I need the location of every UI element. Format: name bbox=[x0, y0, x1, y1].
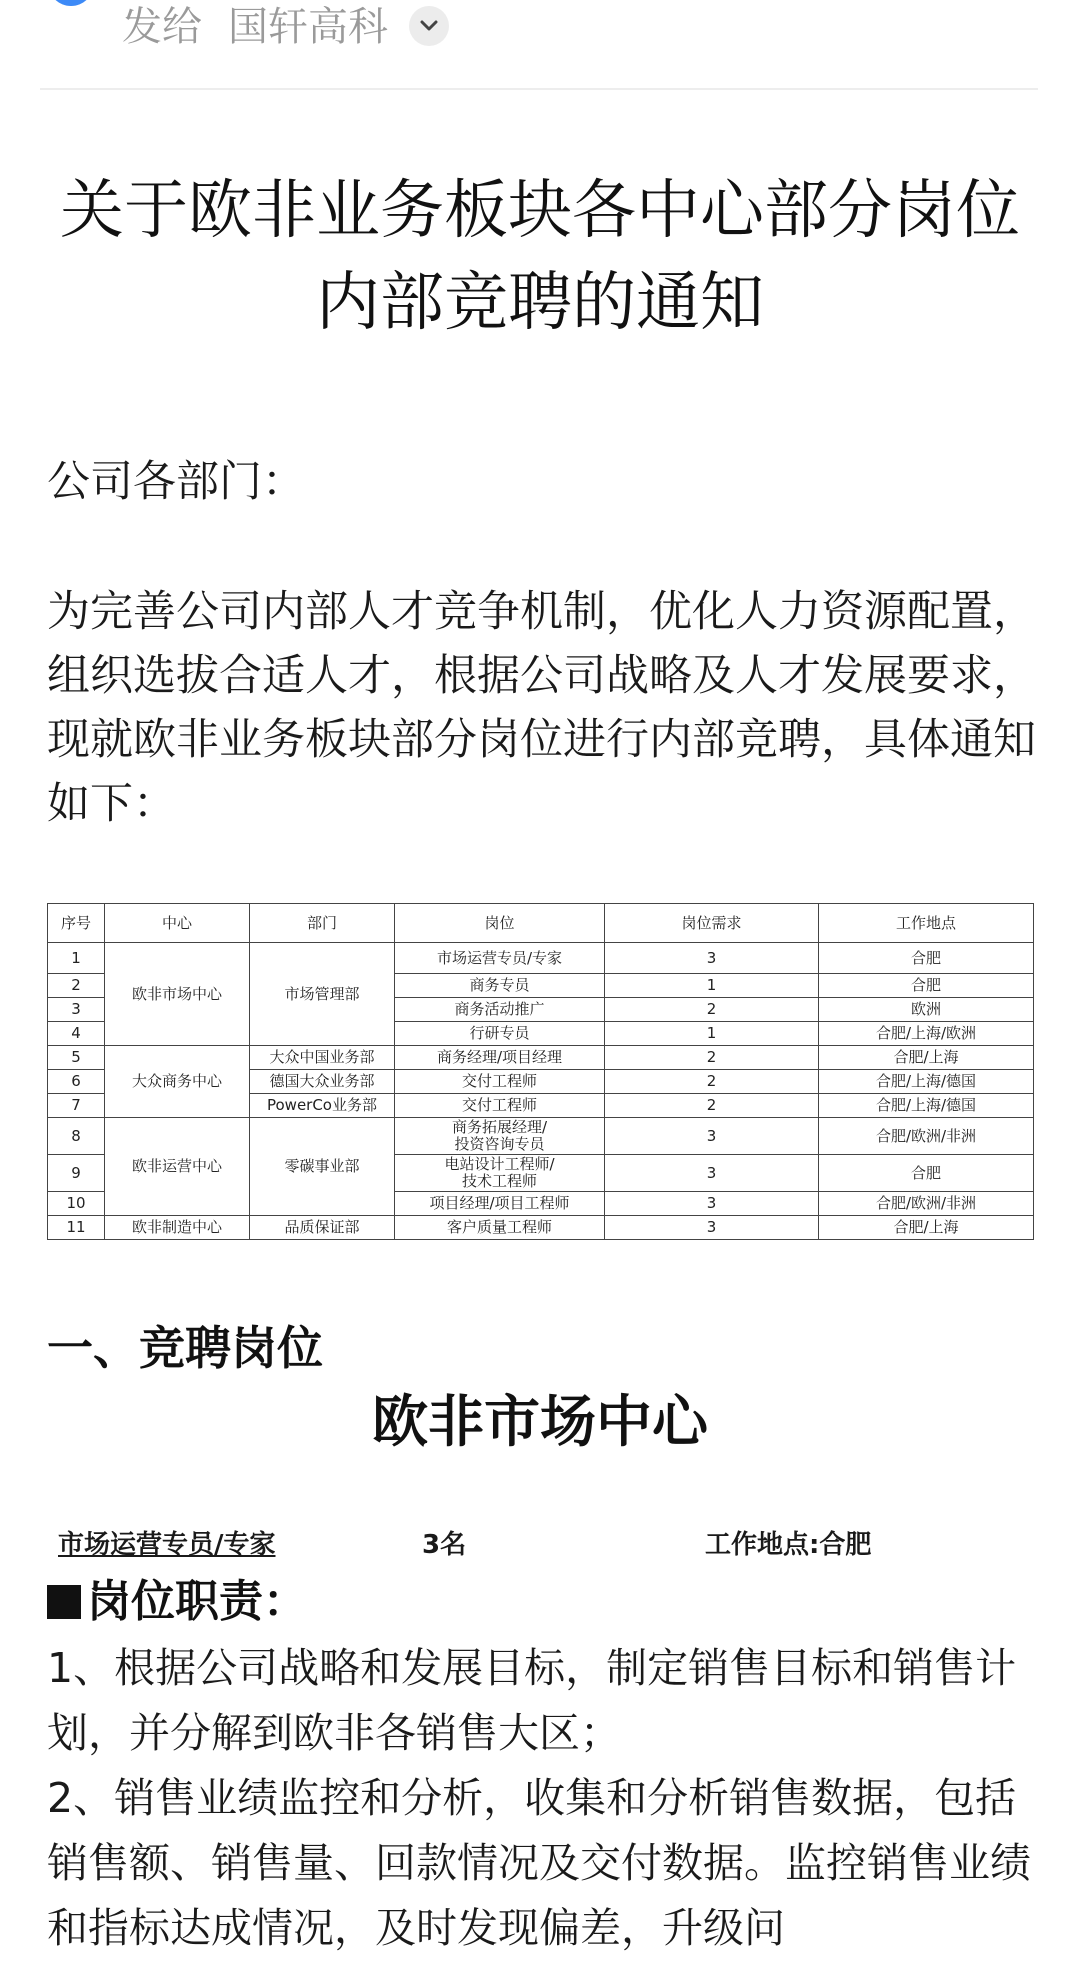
duty-heading-text: 岗位职责： bbox=[87, 1576, 307, 1627]
location-cell: 合肥 bbox=[819, 1155, 1034, 1192]
black-square-icon bbox=[47, 1585, 81, 1619]
job-title: 市场运营专员/专家 bbox=[58, 1530, 276, 1560]
center-heading: 欧非市场中心 bbox=[372, 1390, 708, 1455]
location-cell: 欧洲 bbox=[819, 998, 1034, 1022]
location-cell: 合肥/上海/德国 bbox=[819, 1094, 1034, 1118]
position-cell: 行研专员 bbox=[395, 1022, 605, 1046]
position-cell: 交付工程师 bbox=[395, 1070, 605, 1094]
demand-cell: 1 bbox=[605, 974, 819, 998]
row-no: 8 bbox=[48, 1118, 105, 1155]
center-cell: 欧非运营中心 bbox=[105, 1118, 250, 1216]
section-heading: 一、竞聘岗位 bbox=[47, 1321, 323, 1375]
header-divider bbox=[40, 88, 1038, 90]
position-cell: 交付工程师 bbox=[395, 1094, 605, 1118]
location-cell: 合肥/欧洲/非洲 bbox=[819, 1118, 1034, 1155]
position-cell: 项目经理/项目工程师 bbox=[395, 1192, 605, 1216]
center-cell: 大众商务中心 bbox=[105, 1046, 250, 1118]
duty-list bbox=[47, 1636, 1047, 1961]
department-cell: 市场管理部 bbox=[250, 943, 395, 1046]
table-row bbox=[48, 943, 1034, 974]
header-no: 序号 bbox=[48, 904, 105, 943]
sender-avatar[interactable] bbox=[48, 0, 94, 6]
expand-recipients-button[interactable] bbox=[409, 6, 449, 46]
title-line-2: 内部竞聘的通知 bbox=[316, 266, 764, 340]
location-cell: 合肥 bbox=[819, 943, 1034, 974]
positions-table bbox=[47, 903, 1034, 1240]
demand-cell: 2 bbox=[605, 1070, 819, 1094]
mail-header bbox=[0, 0, 1080, 90]
demand-cell: 3 bbox=[605, 1118, 819, 1155]
location-cell: 合肥/上海 bbox=[819, 1216, 1034, 1240]
positions-table-container bbox=[47, 903, 1033, 1240]
position-cell bbox=[395, 1155, 605, 1192]
header-demand: 岗位需求 bbox=[605, 904, 819, 943]
row-no: 5 bbox=[48, 1046, 105, 1070]
row-no: 3 bbox=[48, 998, 105, 1022]
intro-paragraph: 为完善公司内部人才竞争机制，优化人力资源配置，组织选拔合适人才，根据公司战略及人才发展要求，现就欧非业务板块部分岗位进行内部竞聘，具体通知如下： bbox=[47, 587, 1036, 829]
demand-cell: 2 bbox=[605, 1094, 819, 1118]
department-cell: 大众中国业务部 bbox=[250, 1046, 395, 1070]
table-row bbox=[48, 1046, 1034, 1070]
location-cell: 合肥/上海/德国 bbox=[819, 1070, 1034, 1094]
position-cell: 客户质量工程师 bbox=[395, 1216, 605, 1240]
document-title bbox=[40, 165, 1040, 349]
row-no: 4 bbox=[48, 1022, 105, 1046]
department-cell: 德国大众业务部 bbox=[250, 1070, 395, 1094]
table-row bbox=[48, 1216, 1034, 1240]
demand-cell: 3 bbox=[605, 1216, 819, 1240]
duty-item: 2、销售业绩监控和分析，收集和分析销售数据，包括销售额、销售量、回款情况及交付数据。监控销售业绩和指标达成情况，及时发现偏差，升级问 bbox=[47, 1774, 1031, 1952]
row-no: 2 bbox=[48, 974, 105, 998]
center-cell: 欧非市场中心 bbox=[105, 943, 250, 1046]
job-count: 3名 bbox=[422, 1530, 467, 1560]
demand-cell: 3 bbox=[605, 943, 819, 974]
department-cell: PowerCo业务部 bbox=[250, 1094, 395, 1118]
department-cell: 零碳事业部 bbox=[250, 1118, 395, 1216]
row-no: 6 bbox=[48, 1070, 105, 1094]
duty-item: 1、根据公司战略和发展目标，制定销售目标和销售计划，并分解到欧非各销售大区； bbox=[47, 1644, 1017, 1757]
header-position: 岗位 bbox=[395, 904, 605, 943]
department-cell: 品质保证部 bbox=[250, 1216, 395, 1240]
position-cell: 商务经理/项目经理 bbox=[395, 1046, 605, 1070]
recipient-name[interactable]: 国轩高科 bbox=[228, 4, 388, 50]
location-cell: 合肥/上海 bbox=[819, 1046, 1034, 1070]
row-no: 11 bbox=[48, 1216, 105, 1240]
header-location: 工作地点 bbox=[819, 904, 1034, 943]
table-row bbox=[48, 1118, 1034, 1155]
job-location: 工作地点:合肥 bbox=[705, 1530, 872, 1560]
row-no: 1 bbox=[48, 943, 105, 974]
row-no: 9 bbox=[48, 1155, 105, 1192]
demand-cell: 2 bbox=[605, 1046, 819, 1070]
position-line: 投资咨询专员 bbox=[454, 1135, 545, 1153]
demand-cell: 2 bbox=[605, 998, 819, 1022]
position-cell: 商务专员 bbox=[395, 974, 605, 998]
demand-cell: 3 bbox=[605, 1192, 819, 1216]
chevron-down-icon bbox=[420, 20, 438, 32]
position-cell bbox=[395, 1118, 605, 1155]
position-cell: 商务活动推广 bbox=[395, 998, 605, 1022]
table-header-row bbox=[48, 904, 1034, 943]
location-cell: 合肥 bbox=[819, 974, 1034, 998]
duty-heading bbox=[47, 1572, 307, 1632]
header-center: 中心 bbox=[105, 904, 250, 943]
row-no: 7 bbox=[48, 1094, 105, 1118]
demand-cell: 3 bbox=[605, 1155, 819, 1192]
position-line: 商务拓展经理/ bbox=[451, 1118, 548, 1136]
location-cell: 合肥/欧洲/非洲 bbox=[819, 1192, 1034, 1216]
demand-cell: 1 bbox=[605, 1022, 819, 1046]
position-line: 技术工程师 bbox=[461, 1172, 537, 1190]
header-department: 部门 bbox=[250, 904, 395, 943]
center-cell: 欧非制造中心 bbox=[105, 1216, 250, 1240]
title-line-1: 关于欧非业务板块各中心部分岗位 bbox=[60, 174, 1020, 248]
location-cell: 合肥/上海/欧洲 bbox=[819, 1022, 1034, 1046]
position-line: 电站设计工程师/ bbox=[444, 1155, 555, 1173]
greeting: 公司各部门： bbox=[47, 457, 305, 507]
sendto-label: 发给 bbox=[122, 4, 202, 50]
position-cell: 市场运营专员/专家 bbox=[395, 943, 605, 974]
row-no: 10 bbox=[48, 1192, 105, 1216]
